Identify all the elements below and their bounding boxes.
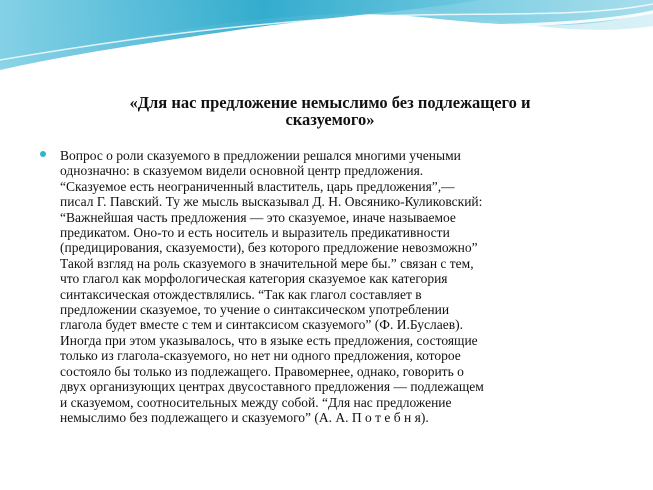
body-line-18: немыслимо без подлежащего и сказуемого” (А. А. П о т е б н я).: [60, 409, 429, 425]
body-line-14: только из глагола-сказуемого, но нет ни одного предложения, которое: [60, 348, 461, 364]
body-line-9: что глагол как морфологическая категория сказуемое как категория: [60, 271, 448, 287]
body-line-16: двух организующих центрах двусоставного предложения — подлежащем: [60, 379, 484, 395]
body-line-8: Такой взгляд на роль сказуемого в значительной мере бы.” связан с тем,: [60, 255, 474, 271]
bullet-icon: [40, 151, 46, 157]
body-line-6: предикатом. Оно-то и есть носитель и выразитель предикативности: [60, 225, 450, 241]
slide-title-line-2: сказуемого»: [285, 110, 375, 129]
body-line-1: Вопрос о роли сказуемого в предложении решался многими учеными: [60, 148, 461, 163]
decorative-wave-header: [0, 0, 653, 90]
slide-title-line-1: «Для нас предложение немыслимо без подлежащего и: [129, 93, 531, 112]
body-line-5: “Важнейшая часть предложения — это сказуемое, иначе называемое: [60, 209, 456, 225]
body-line-12: глагола будет вместе с тем и синтаксисом сказуемого” (Ф. И.Буслаев).: [60, 317, 463, 333]
body-line-7: (предицирования, сказуемости), без которого предложение невозможно”: [60, 240, 478, 256]
body-line-4: писал Г. Павский. Ту же мысль высказывал Д. Н. Овсянико-Куликовский:: [60, 194, 483, 210]
body-line-15: состояло бы только из подлежащего. Правомернее, однако, говорить о: [60, 363, 464, 379]
body-paragraph: [60, 148, 585, 425]
body-line-10: синтаксическая отождествлялись. “Так как глагол составляет в: [60, 286, 422, 302]
body-line-3: “Сказуемое есть неограниченный властитель, царь предложения”,—: [60, 178, 455, 194]
body-line-2: однозначно: в сказуемом видели основной центр предложения.: [60, 163, 424, 179]
body-line-17: и сказуемом, соотносительных между собой. “Для нас предложение: [60, 394, 452, 410]
body-line-11: предложении сказуемое, то учение о синтаксическом употреблении: [60, 302, 450, 318]
body-line-13: Иногда при этом указывалось, что в языке есть предложения, состоящие: [60, 332, 478, 348]
slide-title: [100, 94, 560, 128]
